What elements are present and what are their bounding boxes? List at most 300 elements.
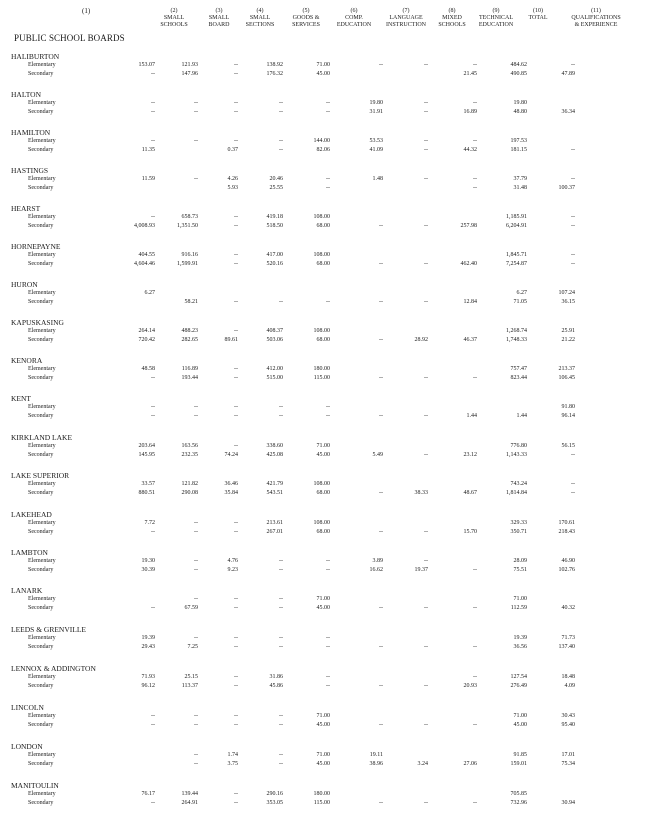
- value-cell: 353.05: [266, 800, 283, 806]
- column-number: (6): [350, 8, 358, 14]
- value-cell: 48.58: [141, 366, 155, 372]
- secondary-row: [0, 800, 658, 809]
- value-cell: --: [379, 261, 383, 267]
- row-label: Secondary: [28, 337, 54, 343]
- value-cell: --: [326, 683, 330, 689]
- elementary-row: [0, 752, 658, 761]
- value-cell: 121.93: [181, 62, 198, 68]
- value-cell: 19.39: [513, 635, 527, 641]
- board-name: HAMILTON: [11, 128, 51, 137]
- value-cell: 68.00: [316, 337, 330, 343]
- value-cell: --: [473, 185, 477, 191]
- value-cell: --: [279, 722, 283, 728]
- board-block: [0, 586, 658, 624]
- value-cell: --: [326, 100, 330, 106]
- row-label: Secondary: [28, 223, 54, 229]
- value-cell: --: [194, 109, 198, 115]
- value-cell: --: [194, 567, 198, 573]
- value-cell: 25.15: [184, 674, 198, 680]
- value-cell: 757.47: [510, 366, 527, 372]
- value-cell: 743.24: [510, 481, 527, 487]
- value-cell: --: [234, 683, 238, 689]
- value-cell: 91.80: [561, 404, 575, 410]
- secondary-row: [0, 337, 658, 346]
- value-cell: --: [279, 299, 283, 305]
- value-cell: 462.40: [460, 261, 477, 267]
- elementary-row: [0, 62, 658, 71]
- value-cell: 218.43: [558, 529, 575, 535]
- elementary-row: [0, 404, 658, 413]
- row-label: Elementary: [28, 752, 56, 758]
- value-cell: 27.06: [463, 761, 477, 767]
- value-cell: 29.43: [141, 644, 155, 650]
- value-cell: 35.84: [224, 490, 238, 496]
- board-name: LINCOLN: [11, 703, 44, 712]
- value-cell: 100.37: [558, 185, 575, 191]
- column-header-line: & EXPERIENCE: [574, 22, 618, 28]
- value-cell: 264.91: [181, 800, 198, 806]
- board-block: [0, 318, 658, 356]
- value-cell: --: [234, 800, 238, 806]
- row-label: Secondary: [28, 605, 54, 611]
- column-header-line: SECTIONS: [245, 22, 275, 28]
- value-cell: --: [379, 644, 383, 650]
- board-name: LAKEHEAD: [11, 510, 52, 519]
- value-cell: 1,599.91: [177, 261, 198, 267]
- value-cell: 404.55: [138, 252, 155, 258]
- value-cell: --: [234, 138, 238, 144]
- column-number: (10): [533, 8, 543, 14]
- row-label: Elementary: [28, 713, 56, 719]
- row-label: Secondary: [28, 761, 54, 767]
- value-cell: 115.00: [313, 800, 330, 806]
- elementary-row: [0, 443, 658, 452]
- value-cell: 74.24: [224, 452, 238, 458]
- value-cell: --: [424, 147, 428, 153]
- board-name: HALTON: [11, 90, 42, 99]
- value-cell: 115.00: [313, 375, 330, 381]
- row-label: Elementary: [28, 366, 56, 372]
- value-cell: --: [473, 138, 477, 144]
- row-label: Secondary: [28, 567, 54, 573]
- row-label: Secondary: [28, 375, 54, 381]
- value-cell: --: [194, 413, 198, 419]
- value-cell: 68.00: [316, 490, 330, 496]
- value-cell: 720.42: [138, 337, 155, 343]
- secondary-row: [0, 413, 658, 422]
- elementary-row: [0, 214, 658, 223]
- value-cell: 18.48: [561, 674, 575, 680]
- value-cell: 71.00: [316, 62, 330, 68]
- board-block: [0, 242, 658, 280]
- secondary-row: [0, 223, 658, 232]
- value-cell: 193.44: [181, 375, 198, 381]
- value-cell: --: [571, 62, 575, 68]
- value-cell: --: [473, 605, 477, 611]
- board-name: LAMBTON: [11, 548, 48, 557]
- value-cell: 4.76: [227, 558, 238, 564]
- board-block: [0, 664, 658, 702]
- value-cell: --: [424, 800, 428, 806]
- value-cell: 1,185.91: [506, 214, 527, 220]
- value-cell: 58.21: [184, 299, 198, 305]
- column-header-line: LANGUAGE: [389, 15, 423, 21]
- value-cell: 203.64: [138, 443, 155, 449]
- value-cell: --: [424, 261, 428, 267]
- value-cell: --: [424, 644, 428, 650]
- value-cell: --: [326, 404, 330, 410]
- row-label: Elementary: [28, 443, 56, 449]
- value-cell: 20.46: [269, 176, 283, 182]
- value-cell: --: [234, 713, 238, 719]
- value-cell: 264.14: [138, 328, 155, 334]
- value-cell: 425.08: [266, 452, 283, 458]
- value-cell: --: [194, 176, 198, 182]
- value-cell: --: [379, 529, 383, 535]
- value-cell: --: [379, 375, 383, 381]
- value-cell: 108.00: [313, 481, 330, 487]
- board-block: [0, 548, 658, 586]
- row-label: Secondary: [28, 413, 54, 419]
- value-cell: 197.53: [510, 138, 527, 144]
- row-label: Secondary: [28, 109, 54, 115]
- secondary-row: [0, 567, 658, 576]
- value-cell: 257.98: [460, 223, 477, 229]
- value-cell: 4,008.93: [134, 223, 155, 229]
- elementary-row: [0, 635, 658, 644]
- value-cell: 28.92: [414, 337, 428, 343]
- value-cell: --: [194, 100, 198, 106]
- value-cell: 45.00: [316, 722, 330, 728]
- value-cell: --: [424, 62, 428, 68]
- value-cell: 91.85: [513, 752, 527, 758]
- column-number: (4): [256, 8, 264, 14]
- value-cell: 213.61: [266, 520, 283, 526]
- column-number: (7): [402, 8, 410, 14]
- value-cell: 45.00: [316, 71, 330, 77]
- value-cell: 71.00: [316, 713, 330, 719]
- value-cell: 19.80: [369, 100, 383, 106]
- column-header-line: SERVICES: [292, 22, 320, 28]
- value-cell: 153.07: [138, 62, 155, 68]
- value-cell: --: [279, 644, 283, 650]
- row-label: Elementary: [28, 791, 56, 797]
- value-cell: 107.24: [558, 290, 575, 296]
- value-cell: 290.16: [266, 791, 283, 797]
- value-cell: 45.00: [316, 605, 330, 611]
- value-cell: --: [571, 481, 575, 487]
- board-name: LENNOX & ADDINGTON: [11, 664, 96, 673]
- board-name: LANARK: [11, 586, 43, 595]
- value-cell: --: [194, 529, 198, 535]
- value-cell: --: [234, 722, 238, 728]
- value-cell: 30.43: [561, 713, 575, 719]
- value-cell: --: [379, 337, 383, 343]
- board-block: [0, 128, 658, 166]
- value-cell: 76.17: [141, 791, 155, 797]
- secondary-row: [0, 185, 658, 194]
- value-cell: 121.82: [181, 481, 198, 487]
- row-label: Elementary: [28, 674, 56, 680]
- value-cell: 503.06: [266, 337, 283, 343]
- value-cell: --: [234, 596, 238, 602]
- value-cell: 138.92: [266, 62, 283, 68]
- column-number: (9): [492, 8, 500, 14]
- value-cell: 419.18: [266, 214, 283, 220]
- value-cell: 147.96: [181, 71, 198, 77]
- board-name: HURON: [11, 280, 38, 289]
- value-cell: 25.91: [561, 328, 575, 334]
- column-header-line: SMALL: [249, 15, 271, 21]
- row-label: Elementary: [28, 520, 56, 526]
- board-block: [0, 703, 658, 741]
- value-cell: --: [424, 100, 428, 106]
- value-cell: --: [151, 605, 155, 611]
- column-header-line: COMP.: [345, 15, 363, 21]
- value-cell: 96.14: [561, 413, 575, 419]
- value-cell: --: [424, 413, 428, 419]
- value-cell: --: [326, 176, 330, 182]
- row-label: Elementary: [28, 100, 56, 106]
- value-cell: 823.44: [510, 375, 527, 381]
- value-cell: 163.56: [181, 443, 198, 449]
- value-cell: --: [326, 674, 330, 680]
- value-cell: --: [424, 683, 428, 689]
- board-name: KIRKLAND LAKE: [11, 433, 73, 442]
- row-label: Elementary: [28, 328, 56, 334]
- value-cell: 108.00: [313, 520, 330, 526]
- value-cell: 732.96: [510, 800, 527, 806]
- board-block: [0, 280, 658, 318]
- value-cell: --: [151, 529, 155, 535]
- value-cell: --: [473, 375, 477, 381]
- board-name: KENT: [11, 394, 31, 403]
- row-label: Secondary: [28, 529, 54, 535]
- value-cell: --: [151, 109, 155, 115]
- value-cell: 75.51: [513, 567, 527, 573]
- value-cell: 45.00: [513, 722, 527, 728]
- column-header-line: QUALIFICATIONS: [571, 15, 621, 21]
- value-cell: 36.46: [224, 481, 238, 487]
- value-cell: --: [151, 214, 155, 220]
- value-cell: --: [279, 596, 283, 602]
- board-block: [0, 394, 658, 432]
- elementary-row: [0, 138, 658, 147]
- value-cell: 71.00: [513, 596, 527, 602]
- value-cell: 9.23: [227, 567, 238, 573]
- elementary-row: [0, 674, 658, 683]
- value-cell: 71.00: [316, 596, 330, 602]
- row-label: Elementary: [28, 635, 56, 641]
- value-cell: 4.09: [564, 683, 575, 689]
- value-cell: 102.76: [558, 567, 575, 573]
- value-cell: --: [234, 252, 238, 258]
- value-cell: --: [151, 100, 155, 106]
- value-cell: 71.00: [316, 752, 330, 758]
- value-cell: 421.79: [266, 481, 283, 487]
- value-cell: 1,268.74: [506, 328, 527, 334]
- value-cell: 484.62: [510, 62, 527, 68]
- value-cell: --: [326, 109, 330, 115]
- value-cell: 176.32: [266, 71, 283, 77]
- value-cell: 71.00: [513, 713, 527, 719]
- row-label: Secondary: [28, 452, 54, 458]
- value-cell: --: [379, 62, 383, 68]
- value-cell: --: [279, 605, 283, 611]
- column-header-line: SCHOOLS: [160, 22, 188, 28]
- value-cell: --: [326, 644, 330, 650]
- value-cell: 71.05: [513, 299, 527, 305]
- value-cell: --: [571, 176, 575, 182]
- value-cell: --: [234, 71, 238, 77]
- board-block: [0, 356, 658, 394]
- row-label: Elementary: [28, 62, 56, 68]
- value-cell: 658.73: [181, 214, 198, 220]
- value-cell: --: [194, 713, 198, 719]
- value-cell: --: [234, 605, 238, 611]
- value-cell: 38.33: [414, 490, 428, 496]
- column-header-line: TOTAL: [528, 15, 548, 21]
- value-cell: 30.39: [141, 567, 155, 573]
- value-cell: --: [473, 644, 477, 650]
- value-cell: --: [424, 452, 428, 458]
- value-cell: 25.55: [269, 185, 283, 191]
- value-cell: 145.95: [138, 452, 155, 458]
- board-name: MANITOULIN: [11, 781, 59, 790]
- value-cell: --: [326, 299, 330, 305]
- value-cell: 282.65: [181, 337, 198, 343]
- value-cell: --: [379, 490, 383, 496]
- value-cell: --: [424, 722, 428, 728]
- row-label: Secondary: [28, 722, 54, 728]
- value-cell: --: [424, 558, 428, 564]
- column-header-line: SMALL: [208, 15, 230, 21]
- value-cell: --: [234, 674, 238, 680]
- value-cell: --: [151, 413, 155, 419]
- value-cell: --: [194, 138, 198, 144]
- value-cell: --: [279, 109, 283, 115]
- board-block: [0, 433, 658, 471]
- board-name: HALIBURTON: [11, 52, 60, 61]
- board-block: [0, 166, 658, 204]
- value-cell: 68.00: [316, 529, 330, 535]
- value-cell: 38.96: [369, 761, 383, 767]
- value-cell: 490.85: [510, 71, 527, 77]
- value-cell: 106.45: [558, 375, 575, 381]
- value-cell: 6.27: [144, 290, 155, 296]
- value-cell: --: [473, 100, 477, 106]
- value-cell: 6,204.91: [506, 223, 527, 229]
- value-cell: 45.00: [316, 761, 330, 767]
- value-cell: 108.00: [313, 214, 330, 220]
- value-cell: --: [151, 800, 155, 806]
- secondary-row: [0, 147, 658, 156]
- value-cell: --: [326, 185, 330, 191]
- value-cell: --: [571, 490, 575, 496]
- row-label: Elementary: [28, 558, 56, 564]
- value-cell: 19.30: [141, 558, 155, 564]
- board-block: [0, 510, 658, 548]
- value-cell: 20.93: [463, 683, 477, 689]
- secondary-row: [0, 375, 658, 384]
- value-cell: 338.60: [266, 443, 283, 449]
- value-cell: 0.37: [227, 147, 238, 153]
- value-cell: --: [234, 520, 238, 526]
- value-cell: 23.12: [463, 452, 477, 458]
- row-label: Elementary: [28, 252, 56, 258]
- value-cell: --: [234, 299, 238, 305]
- value-cell: 181.15: [510, 147, 527, 153]
- value-cell: --: [473, 567, 477, 573]
- elementary-row: [0, 100, 658, 109]
- value-cell: 3.24: [417, 761, 428, 767]
- value-cell: 3.89: [372, 558, 383, 564]
- value-cell: 16.62: [369, 567, 383, 573]
- value-cell: 33.57: [141, 481, 155, 487]
- value-cell: --: [571, 223, 575, 229]
- value-cell: --: [234, 261, 238, 267]
- value-cell: 68.00: [316, 223, 330, 229]
- column-index-label: (1): [82, 7, 91, 15]
- value-cell: --: [473, 62, 477, 68]
- value-cell: 19.39: [141, 635, 155, 641]
- value-cell: --: [151, 713, 155, 719]
- value-cell: 46.37: [463, 337, 477, 343]
- value-cell: --: [424, 223, 428, 229]
- column-number: (11): [591, 8, 601, 14]
- value-cell: --: [194, 596, 198, 602]
- value-cell: 45.86: [269, 683, 283, 689]
- value-cell: 3.75: [227, 761, 238, 767]
- value-cell: 290.08: [181, 490, 198, 496]
- value-cell: 5.49: [372, 452, 383, 458]
- value-cell: --: [473, 800, 477, 806]
- board-name: HORNEPAYNE: [11, 242, 61, 251]
- value-cell: --: [234, 366, 238, 372]
- board-block: [0, 471, 658, 509]
- value-cell: 543.51: [266, 490, 283, 496]
- value-cell: 30.94: [561, 800, 575, 806]
- value-cell: 137.40: [558, 644, 575, 650]
- value-cell: --: [194, 520, 198, 526]
- value-cell: 41.09: [369, 147, 383, 153]
- column-number: (2): [170, 8, 178, 14]
- board-name: KAPUSKASING: [11, 318, 64, 327]
- board-name: HEARST: [11, 204, 41, 213]
- value-cell: --: [234, 644, 238, 650]
- value-cell: --: [279, 713, 283, 719]
- value-cell: 1,814.84: [506, 490, 527, 496]
- value-cell: --: [279, 100, 283, 106]
- board-name: KENORA: [11, 356, 43, 365]
- value-cell: 7.72: [144, 520, 155, 526]
- elementary-row: [0, 713, 658, 722]
- value-cell: 11.59: [141, 176, 155, 182]
- row-label: Secondary: [28, 147, 54, 153]
- value-cell: 113.37: [181, 683, 198, 689]
- board-name: LAKE SUPERIOR: [11, 471, 70, 480]
- value-cell: 144.00: [313, 138, 330, 144]
- row-label: Secondary: [28, 683, 54, 689]
- value-cell: --: [234, 100, 238, 106]
- value-cell: --: [326, 558, 330, 564]
- value-cell: 31.91: [369, 109, 383, 115]
- column-number: (3): [215, 8, 223, 14]
- value-cell: --: [424, 138, 428, 144]
- value-cell: --: [326, 567, 330, 573]
- value-cell: 417.00: [266, 252, 283, 258]
- value-cell: --: [151, 722, 155, 728]
